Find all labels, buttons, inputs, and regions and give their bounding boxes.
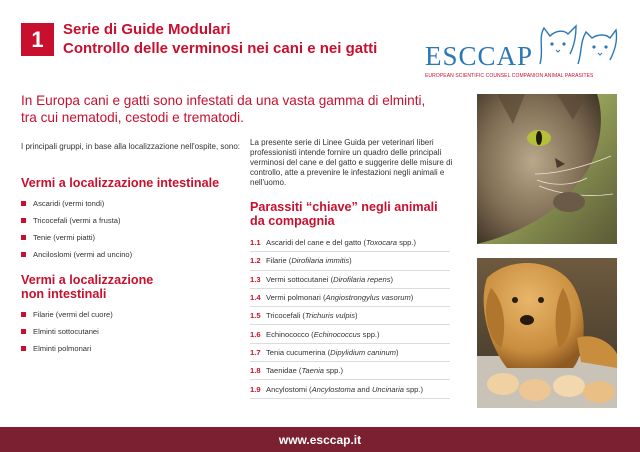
middle-column	[250, 138, 470, 399]
parasite-item	[250, 344, 450, 362]
item-text: Ancylostomi (Ancylostoma and Uncinaria spp.)	[266, 384, 424, 394]
list-item	[21, 323, 241, 340]
item-number: 1.4	[250, 293, 261, 303]
cat-photo	[477, 94, 617, 244]
item-text: Vermi sottocutanei (Dirofilaria repens)	[266, 274, 394, 284]
item-number: 1.2	[250, 256, 261, 266]
item-text: Filarie (Dirofilaria immitis)	[266, 256, 352, 266]
item-text: Tenia cucumerina (Dipylidium caninum)	[266, 347, 399, 357]
item-text: Taenidae (Taenia spp.)	[266, 366, 343, 376]
list-item-text: Elminti polmonari	[33, 343, 92, 353]
bullet-square-icon	[21, 252, 26, 257]
heading-line: Vermi a localizzazione	[21, 273, 154, 287]
bullet-square-icon	[21, 201, 26, 206]
series-title: Serie di Guide Modulari	[63, 21, 231, 38]
bullet-square-icon	[21, 235, 26, 240]
parasite-item	[250, 325, 450, 343]
list-item-text: Anciloslomi (vermi ad uncino)	[33, 249, 133, 259]
item-number: 1.8	[250, 366, 261, 376]
guide-title: Controllo delle verminosi nei cani e nei gatti	[63, 40, 378, 57]
key-parasites-list	[250, 234, 450, 399]
item-number: 1.7	[250, 347, 261, 357]
bullet-square-icon	[21, 329, 26, 334]
list-item	[21, 340, 241, 357]
footer-bar	[0, 427, 640, 452]
cat-dog-logo-icon	[530, 20, 620, 68]
item-text: Ascaridi del cane e del gatto (Toxocara spp.)	[266, 238, 417, 248]
website-link[interactable]: www.esccap.it	[278, 432, 362, 447]
intestinal-worms-heading: Vermi a localizzazione intestinale	[21, 176, 220, 190]
list-item-text: Ascaridi (vermi tondi)	[33, 198, 105, 208]
intestinal-worms-list	[21, 195, 241, 263]
guide-number-badge: 1	[21, 23, 54, 56]
esccap-logo	[423, 20, 623, 84]
bullet-square-icon	[21, 218, 26, 223]
parasite-item	[250, 362, 450, 380]
dog-photo-image	[477, 258, 617, 408]
parasite-item	[250, 289, 450, 307]
item-text: Tricocefali (Trichuris vulpis)	[266, 311, 358, 321]
non-intestinal-worms-list	[21, 306, 241, 357]
parasite-item	[250, 252, 450, 270]
parasite-item	[250, 307, 450, 325]
item-text: Echinococco (Echinococcus spp.)	[266, 329, 380, 339]
heading-line: Parassiti “chiave” negli animali	[250, 200, 438, 214]
logo-wordmark: ESCCAP	[425, 41, 534, 71]
list-item	[21, 229, 241, 246]
key-parasites-heading	[250, 200, 470, 228]
parasite-item	[250, 380, 450, 398]
logo-subtitle: EUROPEAN SCIENTIFIC COUNSEL COMPANION ANIMAL PARASITES	[425, 73, 594, 79]
non-intestinal-worms-heading	[21, 273, 241, 301]
list-item	[21, 306, 241, 323]
dog-puppies-photo	[477, 258, 617, 408]
item-number: 1.3	[250, 274, 261, 284]
heading-line: da compagnia	[250, 214, 335, 228]
groups-lead-text: I principali gruppi, in base alla localizzazione nell'ospite, sono:	[21, 142, 240, 151]
parasite-item	[250, 271, 450, 289]
guidelines-paragraph: La presente serie di Linee Guida per veterinari liberi professionisti intende fornire un quadro delle principali verminosi del cane e del gatto e suggerire delle misure di controllo, atte a prevenire le infestazioni negli animali e nell'uomo.	[250, 138, 453, 187]
intro-line-2: tra cui nematodi, cestodi e trematodi.	[21, 110, 244, 125]
bullet-square-icon	[21, 312, 26, 317]
left-column	[21, 142, 241, 357]
item-number: 1.6	[250, 329, 261, 339]
list-item	[21, 195, 241, 212]
parasite-item	[250, 234, 450, 252]
item-number: 1.5	[250, 311, 261, 321]
list-item	[21, 246, 241, 263]
item-text: Vermi polmonari (Angiostrongylus vasorum)	[266, 293, 414, 303]
cat-photo-image	[477, 94, 617, 244]
item-number: 1.9	[250, 384, 261, 394]
list-item	[21, 212, 241, 229]
list-item-text: Tricocefali (vermi a frusta)	[33, 215, 121, 225]
heading-line: non intestinali	[21, 287, 107, 301]
list-item-text: Tenie (vermi piatti)	[33, 232, 96, 242]
item-number: 1.1	[250, 238, 261, 248]
bullet-square-icon	[21, 346, 26, 351]
intro-line-1: In Europa cani e gatti sono infestati da una vasta gamma di elminti,	[21, 93, 426, 108]
intro-text	[21, 92, 461, 126]
list-item-text: Filarie (vermi del cuore)	[33, 309, 113, 319]
list-item-text: Elminti sottocutanei	[33, 326, 99, 336]
